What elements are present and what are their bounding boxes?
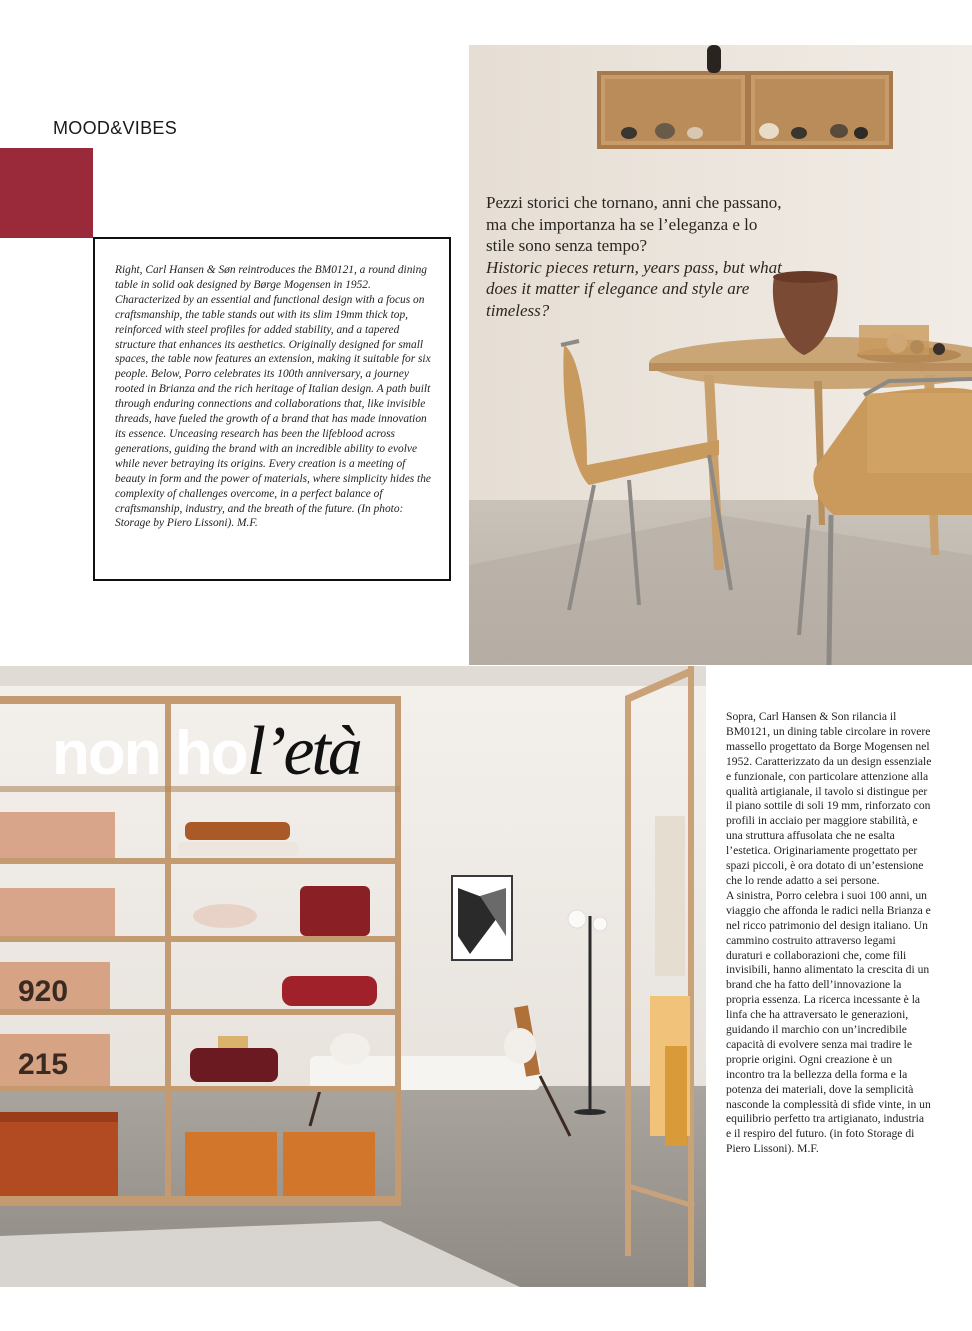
headline-light: l’età [246,713,360,790]
pull-quote [486,192,786,321]
caption-box [93,237,451,581]
handbag [300,886,370,936]
body-text [726,710,932,1157]
body-paragraph-1: Sopra, Carl Hansen & Son rilancia il BM0121, un dining table circolare in rovere massello progettato da Borge Mogensen nel 1952. Caratterizzato da un design essenziale e funzionale, con particolare attenzione alla qualità artigianale, il tavolo si distingue per il piano sottile di soli 19 mm, rinforzato con profili in acciaio per maggiore stabilità, e una struttura affusolata che ne esalta l’estetica. Originariamente progettato per spazi piccoli, è ora dotato di un’estensione che lo rende adatto a sei persone. [726,710,932,887]
basket-number-215: 215 [18,1048,69,1081]
headline [52,712,360,802]
body-paragraph-2: A sinistra, Porro celebra i suoi 100 anni, un viaggio che affonda le radici nella Brianza e nel ricco patrimonio del design italiano. Un cammino costruito attraverso legami duraturi e collaborazioni che, come fili invisibili, hanno alimentato la crescita di un brand che ha fatto dell’innovazione la propria essenza. La ricerca incessante è la linfa che ha attraversato le generazioni, guidando il marchio con un’incredibile capacità di evolvere senza mai tradire le proprie origini. Ogni creazione è un incontro tra la bellezza della forma e la potenza dei materiali, dove la semplicità nasconde la complessità di sfide vinte, in un equilibrio perfetto tra artigianato, industria e il respiro del futuro. (in foto Storage di Piero Lissoni). M.F. [726,888,931,1156]
basket-number-920: 920 [18,975,69,1008]
accent-block [0,148,93,238]
headline-bold: non ho [52,719,247,788]
dining-table-photo [469,45,972,665]
pull-quote-english: Historic pieces return, years pass, but what does it matter if elegance and style are timeless? [486,257,782,320]
caption-text: Right, Carl Hansen & Søn reintroduces the BM0121, a round dining table in solid oak designed by Børge Mogensen in 1952. Characterized by an essential and functional design with a focus on craftsmanship, the table stands out with its slim 19mm thick top, reinforced with steel profiles for added stability, and a tapered structure that enhances its aesthetics. Originally designed for small spaces, the table now features an extension, making it suitable for six people. Below, Porro celebrates its 100th anniversary, a journey rooted in Brianza and the rich heritage of Italian design. A path built through enduring connections and collaborations that, like invisible threads, have fueled the growth of a brand that has made innovation its essence. Unceasing research has been the lifeblood across generations, guiding the brand with an incredible ability to evolve while never betraying its origins. Every creation is a meeting of beauty in form and the power of materials, where simplicity hides the complexity of challenges overcome, in a perfect balance of craftsmanship, industry, and the breath of the future. (In photo: Storage by Piero Lissoni). M.F. [115,264,431,530]
dining-scene-illustration [469,45,972,665]
pull-quote-italian: Pezzi storici che tornano, anni che passano, ma che importanza ha se l’eleganza e lo stile sono senza tempo? [486,193,782,255]
section-label: MOOD&VIBES [53,118,178,138]
